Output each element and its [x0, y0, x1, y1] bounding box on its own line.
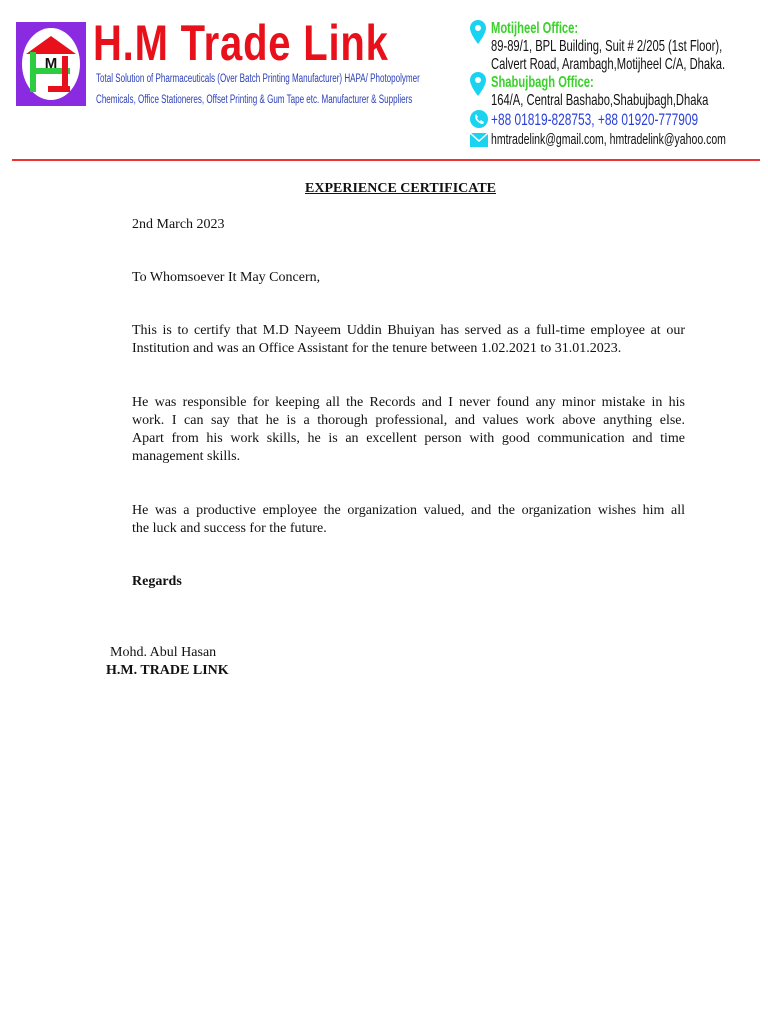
- motijheel-address-line-2: Calvert Road, Arambagh,Motijheel C/A, Dhaka.: [491, 56, 726, 73]
- email-icon: [470, 133, 488, 147]
- paragraph-line: Apart from his work skills, he is an excellent person with good communication and time: [132, 431, 685, 446]
- paragraph-line: work. I can say that he is a thorough professional, and values work above anything else.: [132, 413, 685, 428]
- paragraph-line: He was responsible for keeping all the Records and I never found any minor mistake in his: [132, 395, 685, 410]
- company-name: H.M Trade Link: [93, 15, 389, 71]
- tagline-line-1: Total Solution of Pharmaceuticals (Over Batch Printing Manufacturer) HAPA/ Photopolymer: [96, 73, 420, 85]
- phone-icon: [470, 110, 488, 128]
- shabujbagh-office-title: Shabujbagh Office:: [491, 74, 594, 91]
- location-pin-icon: [470, 72, 486, 96]
- paragraph-line: Institution and was an Office Assistant for the tenure between 1.02.2021 to 31.01.2023.: [132, 341, 622, 356]
- motijheel-address-line-1: 89-89/1, BPL Building, Suit # 2/205 (1st Floor),: [491, 38, 723, 55]
- phone-numbers: +88 01819-828753, +88 01920-777909: [491, 110, 699, 129]
- certificate-title: EXPERIENCE CERTIFICATE: [305, 181, 497, 196]
- logo-house-icon: [22, 32, 80, 98]
- paragraph-wishes: [132, 502, 685, 538]
- paragraph-line: He was a productive employee the organization valued, and the organization wishes him all: [132, 503, 685, 518]
- letter-date: 2nd March 2023: [132, 217, 225, 232]
- paragraph-line: management skills.: [132, 449, 241, 464]
- salutation: To Whomsoever It May Concern,: [132, 270, 321, 285]
- email-addresses: hmtradelink@gmail.com, hmtradelink@yahoo.com: [491, 131, 726, 148]
- paragraph-certification: [132, 322, 685, 358]
- paragraph-line: the luck and success for the future.: [132, 521, 327, 536]
- paragraph-responsibilities: [132, 394, 685, 466]
- tagline-line-2: Chemicals, Office Stationeres, Offset Printing & Gum Tape etc. Manufacturer & Suppliers: [96, 94, 413, 106]
- motijheel-office-title: Motijheel Office:: [491, 20, 579, 37]
- paragraph-line: This is to certify that M.D Nayeem Uddin Bhuiyan has served as a full-time employee at our: [132, 323, 685, 338]
- closing: Regards: [132, 574, 182, 589]
- signatory-company: H.M. TRADE LINK: [106, 663, 229, 678]
- shabujbagh-address: 164/A, Central Bashabo,Shabujbagh,Dhaka: [491, 92, 709, 109]
- header-divider: [12, 159, 760, 161]
- svg-text:M: M: [44, 55, 58, 72]
- company-logo: [16, 22, 86, 106]
- signatory-name: Mohd. Abul Hasan: [110, 645, 217, 660]
- location-pin-icon: [470, 20, 486, 44]
